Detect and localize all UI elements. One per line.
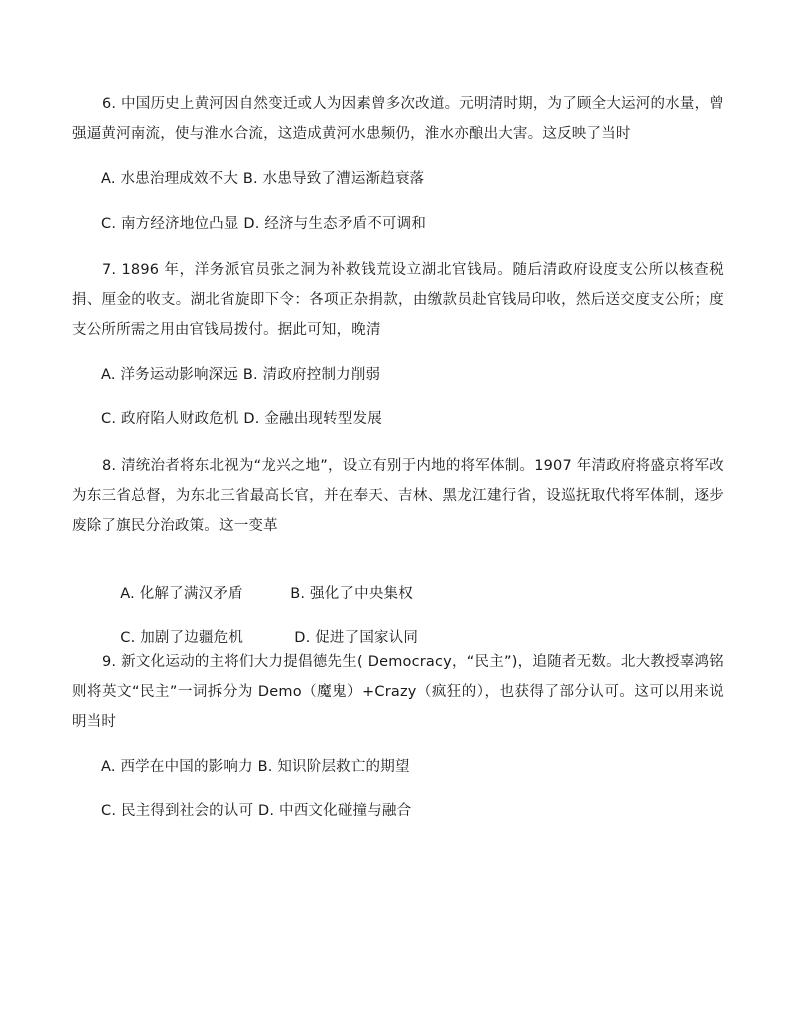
question-8-option-a: A. 化解了满汉矛盾 xyxy=(120,586,243,602)
question-8 xyxy=(72,451,724,541)
question-7-options-row-2: C. 政府陷人财政危机 D. 金融出现转型发展 xyxy=(101,411,382,427)
question-7-options-row-1: A. 洋务运动影响深远 B. 清政府控制力削弱 xyxy=(101,367,381,383)
question-8-option-c: C. 加剧了边疆危机 xyxy=(120,630,244,646)
question-9-stem: 9. 新文化运动的主将们大力提倡德先生( Democracy，“民主”)，追随者无数。北大教授辜鸿铭则将英文“民主”一词拆分为 Demo（魔鬼）+Crazy（疯狂的），也获得了部分认可。这可以用来说明当时 xyxy=(72,654,724,730)
question-6 xyxy=(72,89,724,149)
question-8-stem: 8. 清统治者将东北视为“龙兴之地”，设立有别于内地的将军体制。1907 年清政府将盛京将军改为东三省总督，为东北三省最高长官，并在奉天、吉林、黑龙江建行省，设巡抚取代将军体制，逐步废除了旗民分治政策。这一变革 xyxy=(72,458,724,534)
question-9-options-row-1: A. 西学在中国的影响力 B. 知识阶层救亡的期望 xyxy=(101,759,410,775)
question-9 xyxy=(72,647,724,737)
question-6-stem: 6. 中国历史上黄河因自然变迁或人为因素曾多次改道。元明清时期，为了顾全大运河的水量，曾强逼黄河南流，使与淮水合流，这造成黄河水患频仍，淮水亦酿出大害。这反映了当时 xyxy=(72,96,724,142)
question-6-options-row-1: A. 水患治理成效不大 B. 水患导致了漕运渐趋衰落 xyxy=(101,171,425,187)
question-9-options-row-2: C. 民主得到社会的认可 D. 中西文化碰撞与融合 xyxy=(101,803,412,819)
question-8-option-b: B. 强化了中央集权 xyxy=(290,586,413,602)
question-7 xyxy=(72,255,724,345)
question-7-stem: 7. 1896 年，洋务派官员张之洞为补救钱荒设立湖北官钱局。随后清政府设度支公所以核查税捐、厘金的收支。湖北省旋即下令：各项正杂捐款，由缴款员赴官钱局印收，然后送交度支公所；度支公所所需之用由官钱局拨付。据此可知，晚清 xyxy=(72,262,724,338)
question-6-options-row-2: C. 南方经济地位凸显 D. 经济与生态矛盾不可调和 xyxy=(101,216,427,232)
question-8-option-d: D. 促进了国家认同 xyxy=(294,630,419,646)
